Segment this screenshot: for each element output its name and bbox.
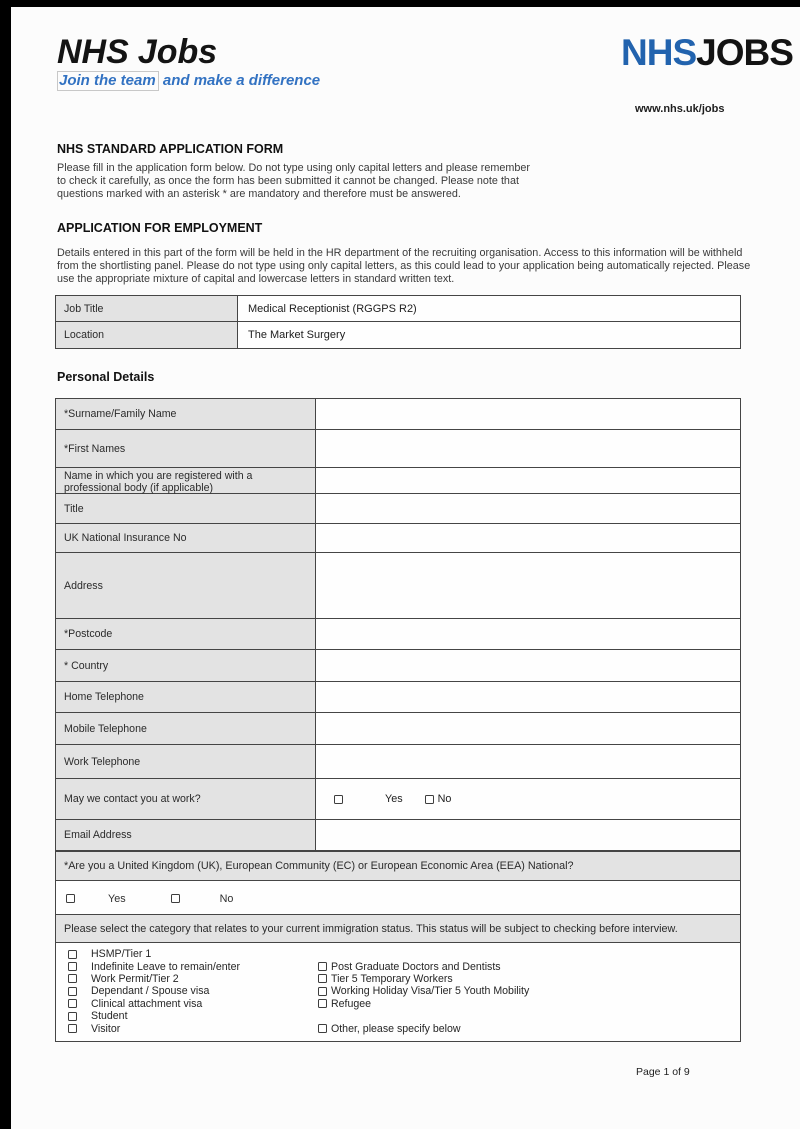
location-value: The Market Surgery — [238, 322, 740, 348]
logo-nhs-text: NHS — [57, 33, 129, 71]
wordmark-jobs: JOBS — [696, 32, 793, 73]
table-row — [56, 650, 740, 682]
table-row — [56, 524, 740, 553]
contact-at-work-answer-cell — [316, 779, 740, 819]
nhs-jobs-logo-title — [57, 33, 320, 71]
table-row — [56, 430, 740, 468]
contact-work-yes-label: Yes — [385, 793, 403, 805]
mobile-telephone-input-cell[interactable] — [316, 713, 740, 744]
immigration-right-option — [318, 960, 501, 972]
immigration-option-label: Other, please specify below — [331, 1022, 461, 1035]
national-insurance-label: UK National Insurance No — [56, 524, 316, 552]
logo-jobs-text: Jobs — [137, 33, 218, 71]
immigration-option-label: Tier 5 Temporary Workers — [331, 972, 453, 985]
table-row — [56, 296, 740, 322]
immigration-clinical-attachment-checkbox[interactable] — [68, 999, 77, 1008]
nationality-answer-row — [56, 881, 740, 916]
form-title: NHS STANDARD APPLICATION FORM — [57, 142, 284, 156]
email-address-input-cell[interactable] — [316, 820, 740, 850]
tagline-boxed-text: Join the team — [57, 71, 159, 91]
immigration-instruction: Please select the category that relates to your current immigration status. This status will be subject to checking before interview. — [56, 915, 740, 942]
location-label: Location — [56, 322, 238, 348]
nationality-yes-label: Yes — [108, 892, 126, 905]
contact-work-yes-checkbox[interactable] — [334, 795, 343, 804]
immigration-hsmp-checkbox[interactable] — [68, 950, 77, 959]
table-row — [56, 820, 740, 850]
professional-body-name-input-cell[interactable] — [316, 468, 740, 493]
first-names-label: *First Names — [56, 430, 316, 467]
tagline-rest-text: and make a difference — [162, 72, 321, 89]
nationality-table — [55, 851, 741, 917]
immigration-visitor-checkbox[interactable] — [68, 1024, 77, 1033]
postcode-input-cell[interactable] — [316, 619, 740, 649]
job-title-value: Medical Receptionist (RGGPS R2) — [238, 296, 740, 321]
job-title-label: Job Title — [56, 296, 238, 321]
postcode-label: *Postcode — [56, 619, 316, 649]
immigration-right-option — [318, 1022, 461, 1034]
table-row — [56, 682, 740, 713]
title-input-cell[interactable] — [316, 494, 740, 523]
nationality-question: *Are you a United Kingdom (UK), European Community (EC) or European Economic Area (EEA) National? — [56, 852, 740, 880]
nhsjobs-wordmark — [621, 34, 793, 72]
email-address-label: Email Address — [56, 820, 316, 850]
immigration-option-label: HSMP/Tier 1 — [91, 948, 152, 961]
immigration-student-checkbox[interactable] — [68, 1012, 77, 1021]
wordmark-nhs: NHS — [621, 32, 697, 73]
professional-body-name-label: Name in which you are registered with a professional body (if applicable) — [56, 468, 316, 493]
list-item — [56, 960, 740, 972]
table-row — [56, 852, 740, 881]
nhs-jobs-logo — [57, 33, 320, 89]
immigration-indefinite-leave-checkbox[interactable] — [68, 962, 77, 971]
table-row — [56, 881, 740, 916]
immigration-options-list — [56, 943, 740, 1041]
table-row — [56, 779, 740, 820]
personal-details-heading: Personal Details — [57, 370, 155, 384]
table-row — [56, 468, 740, 494]
immigration-work-permit-checkbox[interactable] — [68, 974, 77, 983]
immigration-other-checkbox[interactable] — [318, 1024, 327, 1033]
immigration-tier5-checkbox[interactable] — [318, 974, 327, 983]
title-label: Title — [56, 494, 316, 523]
scan-border-top — [0, 0, 800, 7]
table-row — [56, 399, 740, 430]
surname-label: *Surname/Family Name — [56, 399, 316, 429]
work-telephone-input-cell[interactable] — [316, 745, 740, 778]
immigration-right-option — [318, 998, 371, 1010]
personal-details-table — [55, 398, 741, 851]
immigration-working-holiday-checkbox[interactable] — [318, 987, 327, 996]
page-number: Page 1 of 9 — [636, 1066, 690, 1078]
form-intro-text: Please fill in the application form below. Do not type using only capital letters and please remember to check it carefully, as once the form has been submitted it cannot be changed. Please note that questions marked with an asterisk * are mandatory and therefore must be answered. — [57, 162, 530, 200]
job-info-table — [55, 295, 741, 349]
list-item — [56, 1010, 740, 1022]
immigration-option-label: Working Holiday Visa/Tier 5 Youth Mobility — [331, 985, 530, 998]
address-label: Address — [56, 553, 316, 618]
table-row — [56, 619, 740, 650]
country-input-cell[interactable] — [316, 650, 740, 681]
mobile-telephone-label: Mobile Telephone — [56, 713, 316, 744]
nationality-yes-checkbox[interactable] — [66, 894, 75, 903]
immigration-option-label: Refugee — [331, 997, 372, 1010]
immigration-right-option — [318, 985, 529, 997]
table-row — [56, 713, 740, 745]
immigration-dependant-checkbox[interactable] — [68, 987, 77, 996]
contact-work-no-label: No — [437, 793, 452, 805]
nationality-no-checkbox[interactable] — [171, 894, 180, 903]
immigration-option-label: Clinical attachment visa — [91, 997, 203, 1010]
country-label: * Country — [56, 650, 316, 681]
logo-tagline — [57, 72, 320, 89]
list-item — [56, 985, 740, 997]
list-item — [56, 948, 740, 960]
table-row — [56, 494, 740, 524]
nationality-no-label: No — [219, 892, 234, 905]
immigration-option-label: Work Permit/Tier 2 — [91, 972, 179, 985]
immigration-table — [55, 914, 741, 1042]
surname-input-cell[interactable] — [316, 399, 740, 429]
immigration-refugee-checkbox[interactable] — [318, 999, 327, 1008]
employment-section-text: Details entered in this part of the form will be held in the HR department of the recruiting organisation. Access to this information will be withheld from the shortlisting panel. Please do not type using only capital letters, as this could lead to your application being automatically rejected. Please use the appropriate mixture of capital and lowercase letters in standard written text. — [57, 247, 751, 285]
first-names-input-cell[interactable] — [316, 430, 740, 467]
contact-work-no-checkbox[interactable] — [425, 795, 434, 804]
immigration-right-option — [318, 973, 453, 985]
list-item — [56, 998, 740, 1010]
table-row — [56, 322, 740, 348]
employment-section-heading: APPLICATION FOR EMPLOYMENT — [57, 221, 263, 235]
immigration-option-label: Student — [91, 1010, 128, 1023]
home-telephone-label: Home Telephone — [56, 682, 316, 712]
website-url: www.nhs.uk/jobs — [635, 103, 725, 115]
immigration-option-label: Visitor — [91, 1022, 121, 1035]
address-input-cell[interactable] — [316, 553, 740, 618]
scan-border-left — [0, 0, 11, 1129]
table-row — [56, 745, 740, 779]
list-item — [56, 973, 740, 985]
national-insurance-input-cell[interactable] — [316, 524, 740, 552]
table-row — [56, 915, 740, 943]
immigration-option-label: Post Graduate Doctors and Dentists — [331, 960, 501, 973]
home-telephone-input-cell[interactable] — [316, 682, 740, 712]
contact-at-work-label: May we contact you at work? — [56, 779, 316, 819]
list-item — [56, 1022, 740, 1034]
table-row — [56, 553, 740, 619]
immigration-option-label: Indefinite Leave to remain/enter — [91, 960, 240, 973]
immigration-option-label: Dependant / Spouse visa — [91, 985, 210, 998]
work-telephone-label: Work Telephone — [56, 745, 316, 778]
immigration-postgrad-checkbox[interactable] — [318, 962, 327, 971]
